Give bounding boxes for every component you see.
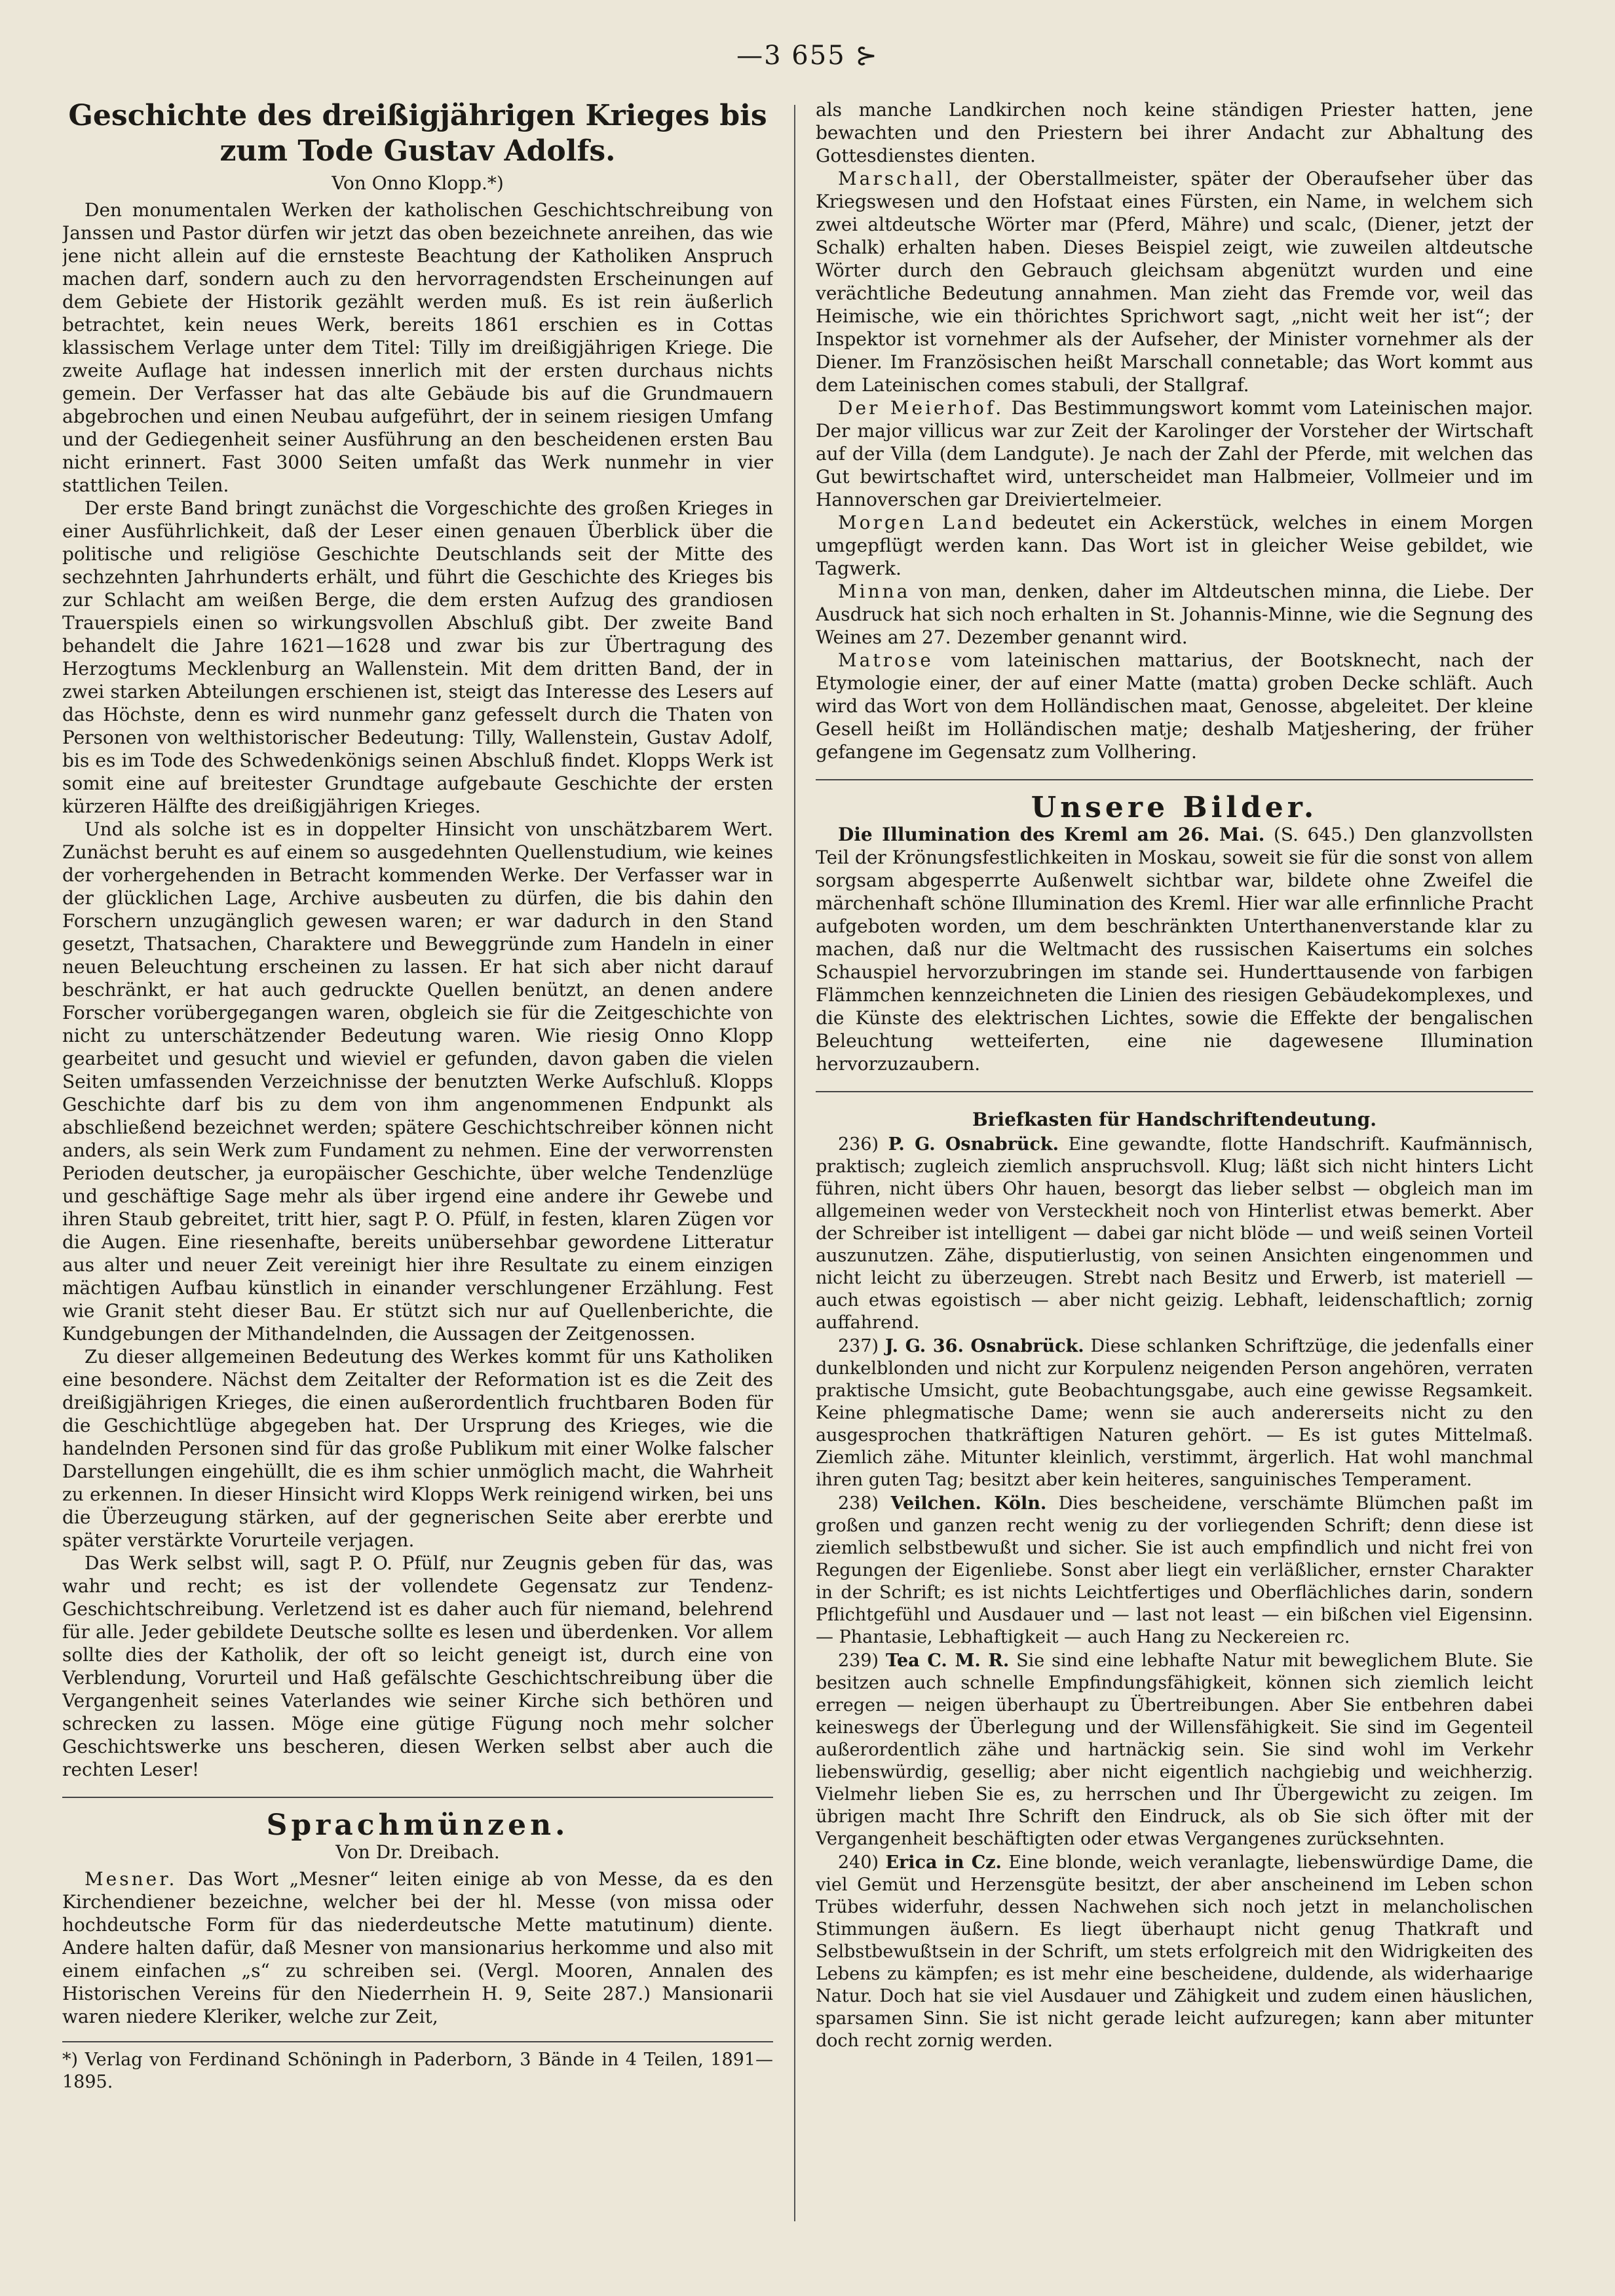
letterbox <box>816 1134 1533 2052</box>
page-number: —3 655 ⊱ <box>736 41 879 71</box>
letterbox-entry <box>816 1335 1533 1491</box>
entry-head: Erica in Cz. <box>885 1852 1002 1873</box>
entry-term: Mesner. <box>85 1868 178 1890</box>
entry-head: Veilchen. Köln. <box>890 1493 1047 1514</box>
letterbox-entry <box>816 1493 1533 1649</box>
article1-paragraph: Der erste Band bringt zunächst die Vorgeschichte des großen Krieges in einer Ausführlichkeit, daß der Leser einen genauen Überblick über die politische und religiöse Geschichte Deutschlands seit der Mitte des sechzehnten Jahrhunderts erhält, und führt die Geschichte des Krieges bis zur Schlacht am weißen Berge, die dem ersten Aufzug des grandiosen Trauerspiels einen so wirkungsvollen Abschluß gibt. Der zweite Band behandelt die Jahre 1621—1628 und zwar bis zur Übertragung des Herzogtums Mecklenburg an Wallenstein. Mit dem dritten Band, der in zwei starken Abteilungen erschienen ist, steigt das Interesse des Lesers auf das Höchste, denn es wird nunmehr ganz gefesselt durch die Thaten von Personen von welthistorischer Bedeutung: Tilly, Wallenstein, Gustav Adolf, bis es im Tode des Schwedenkönigs seinen Abschluß findet. Klopps Werk ist somit eine auf breitester Grundtage aufgebaute Geschichte der ersten kürzeren Hälfte des dreißigjährigen Krieges. <box>62 497 773 817</box>
article2-entry <box>816 396 1533 511</box>
article2-byline: Von Dr. Dreibach. <box>335 1841 500 1863</box>
column-divider <box>794 105 795 2221</box>
article1-paragraph: Das Werk selbst will, sagt P. O. Pfülf, nur Zeugnis geben für das, was wahr und recht; es ist der vollendete Gegensatz zur Tendenz-Geschichtschreibung. Verletzend ist es daher auch für niemand, belehrend für alle. Jeder gebildete Deutsche sollte es lesen und überdenken. Vor allem sollte dies der Katholik, der oft so leicht geneigt ist, durch eine von Verblendung, Vorurteil und Haß gefälschte Geschichtschreibung über die Vergangenheit seines Vaterlandes wie seiner Kirche sich bethören und schrecken zu lassen. Möge eine gütige Fügung noch mehr solcher Geschichtswerke uns bescheren, diesen Werken selbst aber auch die rechten Leser! <box>62 1552 773 1780</box>
entry-number: 237) <box>838 1336 879 1356</box>
article2-entry <box>816 649 1533 763</box>
entry-term: Matrose <box>838 649 934 671</box>
entry-term: Morgen Land <box>838 512 1000 533</box>
entry-text: Das Wort „Mesner“ leiten einige ab von Messe, da es den Kirchendiener bezeichne, welcher bei der hl. Messe (von missa oder hochdeutsche Form für das niederdeutsche Mette matutinum) diente. Andere halten dafür, daß Mesner von mansionarius herkomme und also mit einem einfachen „s“ zu schreiben sei. (Vergl. Mooren, Annalen des Historischen Vereins für den Niederrhein H. 9, Seite 287.) Mansionarii waren niedere Kleriker, welche zur Zeit, <box>62 1868 773 2027</box>
entry-number: 240) <box>838 1852 879 1873</box>
article2-entry <box>816 580 1533 649</box>
entry-text: vom lateinischen mattarius, der Bootsknecht, nach der Etymologie einer, der auf einer Matte (matta) groben Decke schläft. Auch wird das Wort von dem Holländischen maat, Genosse, abgeleitet. Der kleine Gesell heißt im Holländischen matje; deshalb Matjeshering, der früher gefangene im Gegensatz zum Vollhering. <box>816 649 1533 763</box>
entry-text: Das Bestimmungswort kommt vom Lateinischen major. Der major villicus war zur Zeit der Karolinger der Vorsteher der Wirtschaft auf der Villa (dem Landgute). Je nach der Zahl der Pferde, mit welchen das Gut bewirtschaftet wird, unterscheidet man Halbmeier, Vollmeier und im Hannoverschen gar Dreiviertelmeier. <box>816 397 1533 510</box>
article2-entry <box>816 167 1533 396</box>
article1-title: Geschichte des dreißigjährigen Krieges bis zum Tode Gustav Adolfs. <box>68 99 767 168</box>
article1-byline: Von Onno Klopp.*) <box>332 172 504 194</box>
footnote-text: *) Verlag von Ferdinand Schöningh in Paderborn, 3 Bände in 4 Teilen, 1891—1895. <box>62 2050 773 2092</box>
article1-paragraph: Zu dieser allgemeinen Bedeutung des Werkes kommt für uns Katholiken eine besondere. Nächst dem Zeitalter der Reformation ist es die Zeit des dreißigjährigen Krieges, die einen außerordentlich fruchtbaren Boden für die Geschichtlüge abgegeben hat. Der Ursprung des Krieges, wie die handelnden Personen sind für das große Publikum mit einer Wolke falscher Darstellungen eingehüllt, die es ihm schier unmöglich macht, die Wahrheit zu erkennen. In dieser Hinsicht wird Klopps Werk reinigend wirken, bei uns die Überzeugung stärken, auf der gegnerischen Seite aber ererbte und später verstärkte Vorurteile verjagen. <box>62 1346 773 1551</box>
entry-head: Tea C. M. R. <box>885 1651 1010 1671</box>
section-rule <box>62 1797 773 1798</box>
entry-term: Minna <box>838 581 911 602</box>
entry-text: bedeutet ein Ackerstück, welches in einem Morgen umgepflügt werden kann. Das Wort ist in gleicher Weise gebildet, wie Tagwerk. <box>816 512 1533 579</box>
entry-text: von man, denken, daher im Altdeutschen minna, die Liebe. Der Ausdruck hat sich noch erhalten in St. Johannis-Minne, wie die Segnung des Weines am 27. Dezember genannt wird. <box>816 581 1533 648</box>
entry-head: J. G. 36. Osnabrück. <box>884 1336 1084 1356</box>
entry-head: P. G. Osnabrück. <box>888 1134 1059 1155</box>
article2-entry <box>816 511 1533 580</box>
footnote <box>62 2041 773 2094</box>
article3-title: Unsere Bilder. <box>1031 791 1318 824</box>
article3-text: (S. 645.) Den glanzvollsten Teil der Krönungsfestlichkeiten in Moskau, soweit sie für die sonst von allem sorgsam abgesperrte Außenwelt sichtbar war, bildete ohne Zweifel die märchenhaft schöne Illumination des Kreml. Hier war alle erfinnliche Pracht aufgeboten worden, um dem beschränkten Unterthanenverstande klar zu machen, daß nur die Weltmacht des russischen Kaisertums ein solches Schauspiel hervorzubringen im stande sei. Hunderttausende von farbigen Flämmchen kennzeichneten die Linien des riesigen Gebäudekomplexes, und die Künste des elektrischen Lichtes, sowie die Effekte der bengalischen Beleuchtung wetteiferten, eine nie dagewesene Illumination hervorzuzaubern. <box>816 824 1533 1075</box>
article2-entry <box>62 1867 773 2028</box>
entry-text: Diese schlanken Schriftzüge, die jedenfalls einer dunkelblonden und nicht zur Korpulenz neigenden Person angehören, verraten praktische Umsicht, gute Beobachtungsgabe, auch eine gewisse Regsamkeit. Keine phlegmatische Dame; wenn sie auch andererseits nicht zu den ausgesprochen thatkräftigen Naturen gehört. — Es ist gutes Mittelmaß. Ziemlich zähe. Mitunter kleinlich, verstimmt, ärgerlich. Hat wohl manchmal ihren guten Tag; besitzt aber kein heiteres, sanguinisches Temperament. <box>816 1336 1533 1490</box>
article3-head: Die Illumination des Kreml am 26. Mai. <box>838 824 1265 845</box>
entry-text: Dies bescheidene, verschämte Blümchen paßt im großen und ganzen recht wenig zu der vorliegenden Schrift; denn diese ist ziemlich selbstbewußt und sicher. Sie ist auch empfindlich und nicht frei von Regungen der Eigenliebe. Sonst aber liegt ein verläßlicher, ernster Charakter in der Schrift; es ist nichts Leichtfertiges und Oberflächliches darin, sondern Pflichtgefühl und Ausdauer und — last not least — ein bißchen viel Eigensinn. — Phantasie, Lebhaftigkeit — auch Hang zu Neckereien rc. <box>816 1493 1533 1647</box>
article2-continuation: als manche Landkirchen noch keine ständigen Priester hatten, jene bewachten und den Priestern bei ihrer Andacht zur Abhaltung des Gottesdienstes dienten. <box>816 99 1533 166</box>
letterbox-entry <box>816 1134 1533 1334</box>
section-rule <box>816 1091 1533 1092</box>
entry-number: 239) <box>838 1651 879 1671</box>
entry-text: Eine blonde, weich veranlagte, liebenswürdige Dame, die viel Gemüt und Herzensgüte besitzt, der aber anscheinend im Leben schon Trübes widerfuhr, dessen Nachwehen sich noch jetzt in melancholischen Stimmungen äußern. Es liegt überhaupt nicht genug Thatkraft und Selbstbewußtsein in der Schrift, um stets erfolgreich mit den Widrigkeiten des Lebens zu kämpfen; es ist mehr eine bescheidene, duldende, als widerhaarige Natur. Doch hat sie viel Ausdauer und Zähigkeit und zudem einen häuslichen, sparsamen Sinn. Sie ist nicht gerade leicht aufzuregen; kann aber mitunter doch recht zornig werden. <box>816 1852 1533 2051</box>
article3-paragraph <box>816 823 1533 1075</box>
right-column <box>816 98 1533 2237</box>
article1-paragraph: Den monumentalen Werken der katholischen Geschichtschreibung von Janssen und Pastor dürfen wir jetzt das oben bezeichnete anreihen, das wie jene nicht allein auf die ernsteste Beachtung der Katholiken Anspruch machen darf, sondern auch zu den hervorragendsten Erscheinungen auf dem Gebiete der Historik gezählt werden muß. Es ist rein äußerlich betrachtet, kein neues Werk, bereits 1861 erschien es in Cottas klassischem Verlage unter dem Titel: Tilly im dreißigjährigen Kriege. Die zweite Auflage hat indessen innerlich mit der ersten durchaus nichts gemein. Der Verfasser hat das alte Gebäude bis auf die Grundmauern abgebrochen und einen Neubau aufgeführt, der in seinem riesigen Umfang und der Gediegenheit seiner Ausführung an den bescheidenen ersten Bau nicht erinnert. Fast 3000 Seiten umfaßt das Werk nunmehr in vier stattlichen Teilen. <box>62 199 773 496</box>
article2-title: Sprachmünzen. <box>266 1808 569 1842</box>
article1-paragraph: Und als solche ist es in doppelter Hinsicht von unschätzbarem Wert. Zunächst beruht es auf einem so ausgedehnten Quellenstudium, wie keines der vorhergehenden in Betracht kommenden Werke. Der Verfasser war in der glücklichen Lage, Archive ausbeuten zu dürfen, die bis dahin den Forschern unzugänglich gewesen waren; er war dadurch in den Stand gesetzt, Thatsachen, Charaktere und Beweggründe zum Handeln in einer neuen Beleuchtung erscheinen zu lassen. Er hat sich aber nicht darauf beschränkt, er hat auch gedruckte Quellen benützt, an denen andere Forscher vorübergegangen waren, obgleich sie für die Zeitgeschichte von nicht zu unterschätzender Bedeutung waren. Wie riesig Onno Klopp gearbeitet und gesucht und wieviel er gefunden, davon gaben die vielen Seiten umfassenden Verzeichnisse der benutzten Werke Aufschluß. Klopps Geschichte darf bis zu dem von ihm angenommenen Endpunkt als abschließend bezeichnet werden; spätere Geschichtschreiber können nicht anders, als sein Werk zum Fundament zu nehmen. Eine der verworrensten Perioden deutscher, ja europäischer Geschichte, über welche Tendenzlüge und geschäftige Sage mehr als über irgend eine andere ihr Gewebe und ihren Staub gebreitet, tritt hier, sagt P. O. Pfülf, in festen, klaren Zügen vor die Augen. Eine riesenhafte, bereits unübersehbar gewordene Litteratur aus alter und neuer Zeit vereinigt hier ihre Resultate zu einem einzigen mächtigen Aufbau künstlich in einander verschlungener Erzählung. Fest wie Granit steht dieser Bau. Er stützt sich nur auf Quellenberichte, die Kundgebungen der Mithandelnden, die Aussagen der Zeitgenossen. <box>62 818 773 1345</box>
article4-title: Briefkasten für Handschriftendeutung. <box>972 1109 1377 1130</box>
entry-text: Eine gewandte, flotte Handschrift. Kaufmännisch, praktisch; zugleich ziemlich anspruchsvoll. Klug; läßt sich nicht hinters Licht führen, nicht übers Ohr hauen, besorgt das lieber selbst — obgleich man im allgemeinen weder von Versteckheit noch von Hinterlist etwas bemerkt. Aber der Schreiber ist intelligent — dabei gar nicht blöde — und weiß seinen Vorteil auszunutzen. Zähe, disputierlustig, von seinen Ansichten eingenommen und nicht leicht zu überzeugen. Strebt nach Besitz und Erwerb, ist materiell — auch etwas egoistisch — aber nicht geizig. Lebhaft, leidenschaftlich; zornig auffahrend. <box>816 1134 1533 1333</box>
entry-term: Der Meierhof. <box>838 397 1004 419</box>
left-column <box>62 98 773 2237</box>
entry-term: Marschall, <box>838 168 963 189</box>
letterbox-entry <box>816 1852 1533 2052</box>
letterbox-entry <box>816 1650 1533 1850</box>
entry-text: der Oberstallmeister, später der Oberaufseher über das Kriegswesen und den Hofstaat eines Fürsten, ein Name, in welchem sich zwei altdeutsche Wörter mar (Pferd, Mähre) und scalc, (Diener, jetzt der Schalk) erhalten haben. Dieses Beispiel zeigt, wie zuweilen altdeutsche Wörter durch den Gebrauch gleichsam abgenützt wurden und eine verächtliche Bedeutung annahmen. Man zieht das Fremde vor, weil das Heimische, wie ein thörichtes Sprichwort sagt, „nicht weit her ist“; der Inspektor ist vornehmer als der Aufseher, der Minister vornehmer als der Diener. Im Französischen heißt Marschall connetable; das Wort kommt aus dem Lateinischen comes stabuli, der Stallgraf. <box>816 168 1533 396</box>
entry-number: 238) <box>838 1493 879 1514</box>
section-rule <box>816 779 1533 780</box>
entry-text: Sie sind eine lebhafte Natur mit beweglichem Blute. Sie besitzen auch schnelle Empfindungsfähigkeit, können sich ziemlich leicht erregen — neigen überhaupt zu Übertreibungen. Aber Sie entbehren dabei keineswegs der Überlegung und der Willensfähigkeit. Sie sind im Gegenteil außerordentlich zähe und hartnäckig sein. Sie sind wohl im Verkehr liebenswürdig, gesellig; aber nicht eigentlich nachgiebig und weichherzig. Vielmehr lieben Sie es, zu herrschen und Ihr Übergewicht zu zeigen. Im übrigen macht Ihre Schrift den Eindruck, als ob Sie sich öfter mit der Vergangenheit beschäftigten oder etwas Vergangenes zurücksehnten. <box>816 1651 1533 1849</box>
entry-number: 236) <box>838 1134 879 1155</box>
